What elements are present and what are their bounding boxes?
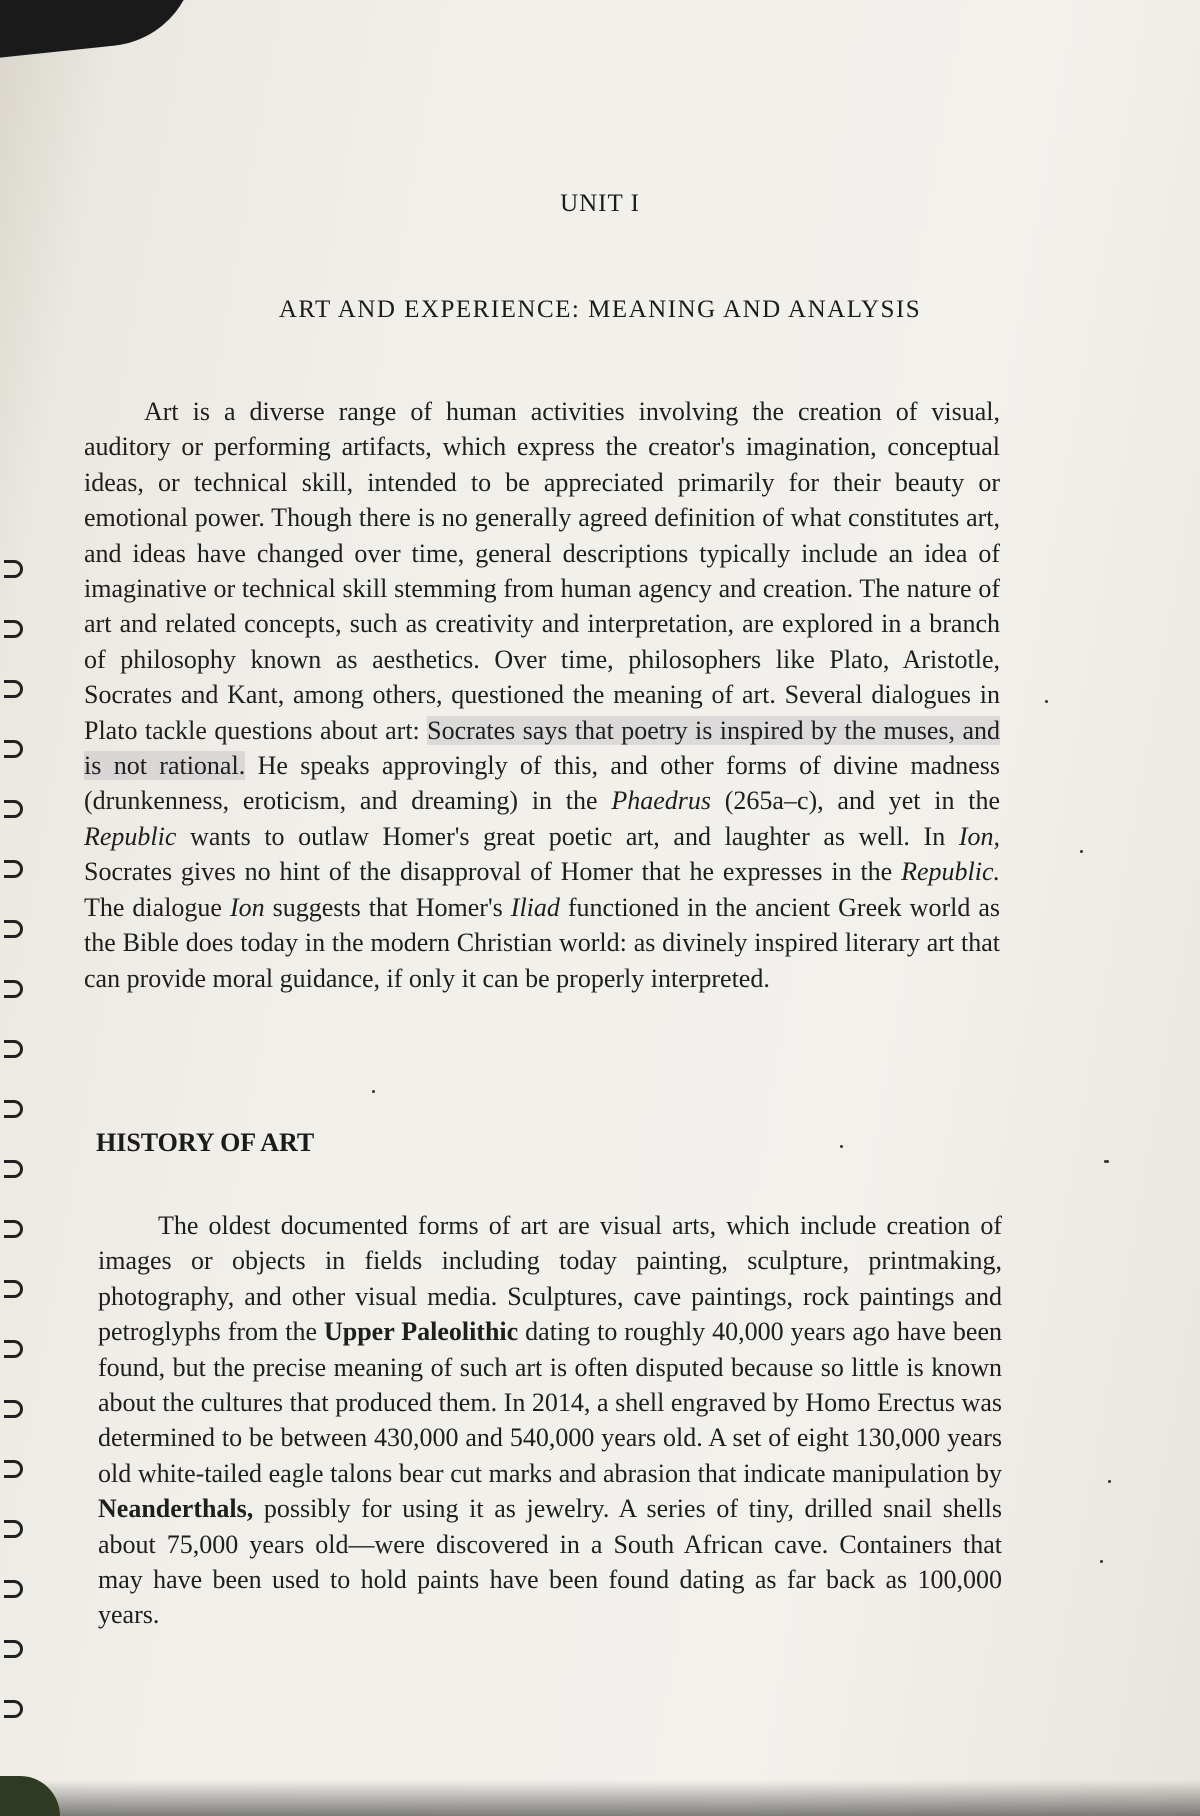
binding-hole (4, 680, 23, 698)
binding-hole (4, 1640, 23, 1658)
binding-hole (4, 1160, 23, 1178)
work-title-ion: Ion (229, 892, 265, 922)
speck (1080, 850, 1083, 853)
history-text: The oldest documented forms of art are visual arts, which include creation of images or objects in fields including today painting, sculpture, printmaking, photography, and other visual media. Sculptures, cave paintings, rock paintings and petroglyphs from the (98, 1211, 1002, 1347)
intro-text: He speaks approvingly of this, and other forms of divine madness (drunkenness, eroticism, and dreaming) in the (84, 751, 1000, 816)
intro-text: suggests that Homer's (264, 892, 511, 922)
history-text: dating to roughly 40,000 years ago have been found, but the precise meaning of such art is often disputed because so little is known about the cultures that produced them. In 2014, a shell engraved by Homo Erectus was determined to be between 430,000 and 540,000 years old. A set of eight 130,000 years old white-tailed eagle talons bear cut marks and abrasion that indicate manipulation by (98, 1317, 1003, 1488)
history-paragraph (98, 1208, 1002, 1633)
intro-text: wants to outlaw Homer's great poetic art, and laughter as well. In (176, 821, 959, 851)
binding-hole (4, 1100, 23, 1118)
speck (1045, 700, 1048, 703)
work-title-republic: Republic (84, 821, 177, 851)
chapter-title: ART AND EXPERIENCE: MEANING AND ANALYSIS (278, 296, 922, 323)
bottom-edge-shadow (0, 1780, 1200, 1816)
unit-label: UNIT I (560, 190, 640, 217)
intro-paragraph (84, 394, 1000, 996)
intro-text: (265a–c), and yet in the (711, 786, 1000, 816)
speck (1100, 1560, 1103, 1563)
speck (1106, 1160, 1109, 1163)
history-text: possibly for using it as jewelry. A series of tiny, drilled snail shells about 75,000 years old—were discovered in a South African cave. Containers that may have been used to hold paints have been found dating as far back as 100,000 years. (98, 1494, 1002, 1630)
highlighted-sentence: Socrates says that poetry is inspired by the muses, and is not rational. (84, 715, 1000, 781)
binding-hole (4, 1520, 23, 1538)
binding-hole (4, 1580, 23, 1598)
binding-hole (4, 1040, 23, 1058)
binding-hole (4, 560, 23, 578)
binding-hole (4, 1460, 23, 1478)
top-left-shadow (0, 0, 204, 63)
binding-hole (4, 740, 23, 758)
binding-hole (4, 1220, 23, 1238)
binding-hole (4, 620, 23, 638)
work-title-ion: Ion, (958, 821, 1000, 851)
spiral-binding (0, 560, 40, 1760)
intro-text: functioned in the ancient Greek world as the Bible does today in the modern Christian world: as divinely inspired literary art that can provide moral guidance, if only it can be properly interpreted. (84, 892, 1001, 993)
speck (372, 1090, 375, 1093)
binding-hole (4, 1400, 23, 1418)
binding-hole (4, 1280, 23, 1298)
work-title-phaedrus: Phaedrus (611, 786, 711, 816)
intro-text: The dialogue (84, 892, 230, 922)
work-title-iliad: Iliad (510, 892, 560, 922)
speck (840, 1145, 843, 1148)
speck (1108, 1480, 1111, 1483)
bold-term-neanderthals: Neanderthals, (98, 1494, 254, 1524)
binding-hole (4, 1700, 23, 1718)
binding-hole (4, 920, 23, 938)
binding-hole (4, 980, 23, 998)
binding-hole (4, 1340, 23, 1358)
intro-text: Socrates gives no hint of the disapproval of Homer that he expresses in the (84, 857, 902, 887)
binding-hole (4, 860, 23, 878)
work-title-republic: Republic. (901, 857, 1000, 887)
intro-text: Art is a diverse range of human activities involving the creation of visual, auditory or performing artifacts, which express the creator's imagination, conceptual ideas, or technical skill, intended to be appreciated primarily for their beauty or emotional power. Though there is no generally agreed definition of what constitutes art, and ideas have changed over time, general descriptions typically include an idea of imaginative or technical skill stemming from human agency and creation. The nature of art and related concepts, such as creativity and interpretation, are explored in a branch of philosophy known as aesthetics. Over time, philosophers like Plato, Aristotle, Socrates and Kant, among others, questioned the meaning of art. Several dialogues in Plato tackle questions about art: (84, 397, 1000, 745)
binding-hole (4, 800, 23, 818)
bold-term-upper-paleolithic: Upper Paleolithic (323, 1317, 519, 1347)
section-heading-history: HISTORY OF ART (96, 1128, 315, 1157)
